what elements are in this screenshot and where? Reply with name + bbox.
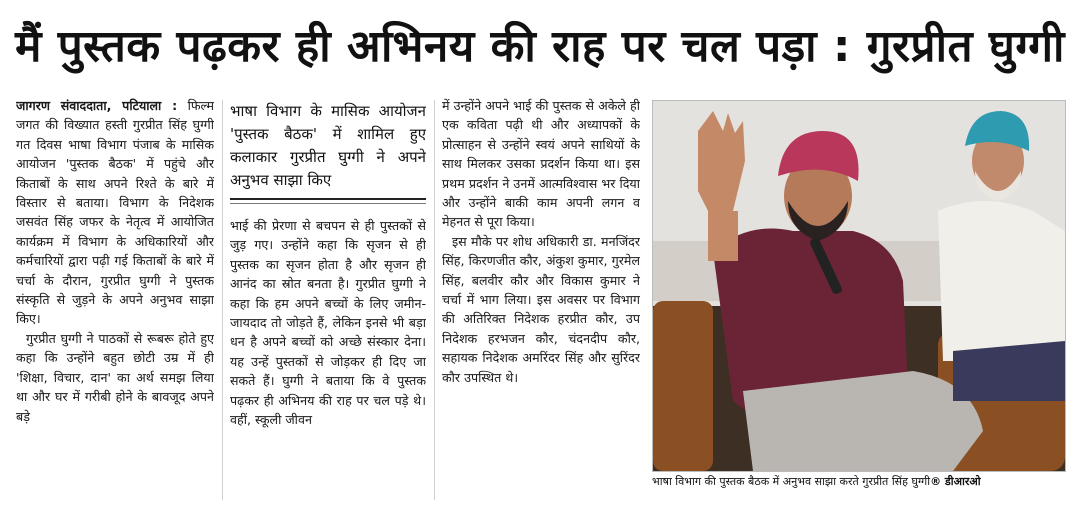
- second-man-shirt: [938, 201, 1065, 361]
- column-divider: [434, 100, 435, 500]
- paragraph: गुरप्रीत घुग्गी ने पाठकों से रूबरू होते हुए कहा कि उन्होंने बहुत छोटी उम्र में ही 'शिक्षा, विचार, दान' का अर्थ समझ लिया था और घर में गरीबी होने के बावजूद अपने बड़े: [16, 330, 214, 424]
- column-divider: [222, 100, 223, 500]
- article-column-1: [16, 96, 214, 506]
- news-photo: [652, 100, 1066, 472]
- headline: मैं पुस्तक पढ़कर ही अभिनय की राह पर चल पड़ा : गुरप्रीत घुग्गी: [15, 21, 1065, 72]
- paragraph: भाई की प्रेरणा से बचपन से ही पुस्तकों से जुड़ गए। उन्होंने कहा कि सृजन से ही पुस्तक का सृजन होता है और सृजन ही आनंद का स्रोत बनता है। गुरप्रीत घुग्गी ने कहा कि हम अपने बच्चों के लिए जमीन-जायदाद तो जोड़ते हैं, लेकिन इनसे भी बड़ा धन है अपने बच्चों को अच्छे संस्कार देना। यह उन्हें पुस्तकों से जोड़कर ही दिए जा सकते हैं। घुग्गी ने बताया कि वे पुस्तक पढ़कर ही अभिनय की राह पर चल पड़े थे। वहीं, स्कूली जीवन: [230, 218, 426, 428]
- article-column-2: [230, 96, 426, 506]
- paragraph: इस मौके पर शोध अधिकारी डा. मनजिंदर सिंह, किरणजीत कौर, अंकुश कुमार, गुरमेल सिंह, बलवीर कौर और विकास कुमार ने चर्चा में भाग लिया। इस अवसर पर विभाग की अतिरिक्त निदेशक हरप्रीत कौर, उप निदेशक हरभजन कौर, चंदनदीप कौर, सहायक निदेशक अमरिंदर सिंह और सुरिंदर कौर उपस्थित थे।: [442, 233, 640, 385]
- paragraph: [16, 96, 214, 329]
- dateline: जागरण संवाददाता, पटियाला :: [16, 98, 178, 113]
- photo-illustration: [653, 101, 1065, 471]
- photo-caption: [652, 474, 1064, 492]
- highlight-box: भाषा विभाग के मासिक आयोजन 'पुस्तक बैठक' में शामिल हुए कलाकार गुरप्रीत घुग्गी ने अपने अनुभव साझा किए: [230, 96, 426, 200]
- paragraph: में उन्होंने अपने भाई की पुस्तक से अकेले ही एक कविता पढ़ी थी और अध्यापकों के प्रोत्साहन से उन्होंने स्वयं अपने साथियों के साथ मिलकर उसका प्रदर्शन किया था। इस प्रथम प्रदर्शन ने उनमें आत्मविश्वास भर दिया और उन्होंने बाकी काम अपनी लगन व मेहनत से पूरा किया।: [442, 98, 640, 230]
- caption-text: भाषा विभाग की पुस्तक बैठक में अनुभव साझा करते गुरप्रीत सिंह घुग्गी: [652, 475, 931, 488]
- chair-left: [653, 301, 713, 471]
- paragraph-text: फिल्म जगत की विख्यात हस्ती गुरप्रीत सिंह घुग्गी गत दिवस भाषा विभाग पंजाब के मासिक आयोजन 'पुस्तक बैठक' में पहुंचे और किताबों के साथ अपने रिश्ते के बारे में विस्तार से बताया। विभाग के निदेशक जसवंत सिंह जफर के नेतृत्व में आयोजित कार्यक्रम में विभाग के अधिकारियों और कर्मचारियों द्वारा पढ़ी गई किताबों के बारे में चर्चा के दौरान, गुरप्रीत घुग्गी ने पुस्तक संस्कृति से जुड़ने के अपने अनुभव साझा किए।: [16, 98, 214, 327]
- photo-credit: ® डीआरओ: [930, 475, 981, 488]
- article-column-3: [442, 96, 640, 506]
